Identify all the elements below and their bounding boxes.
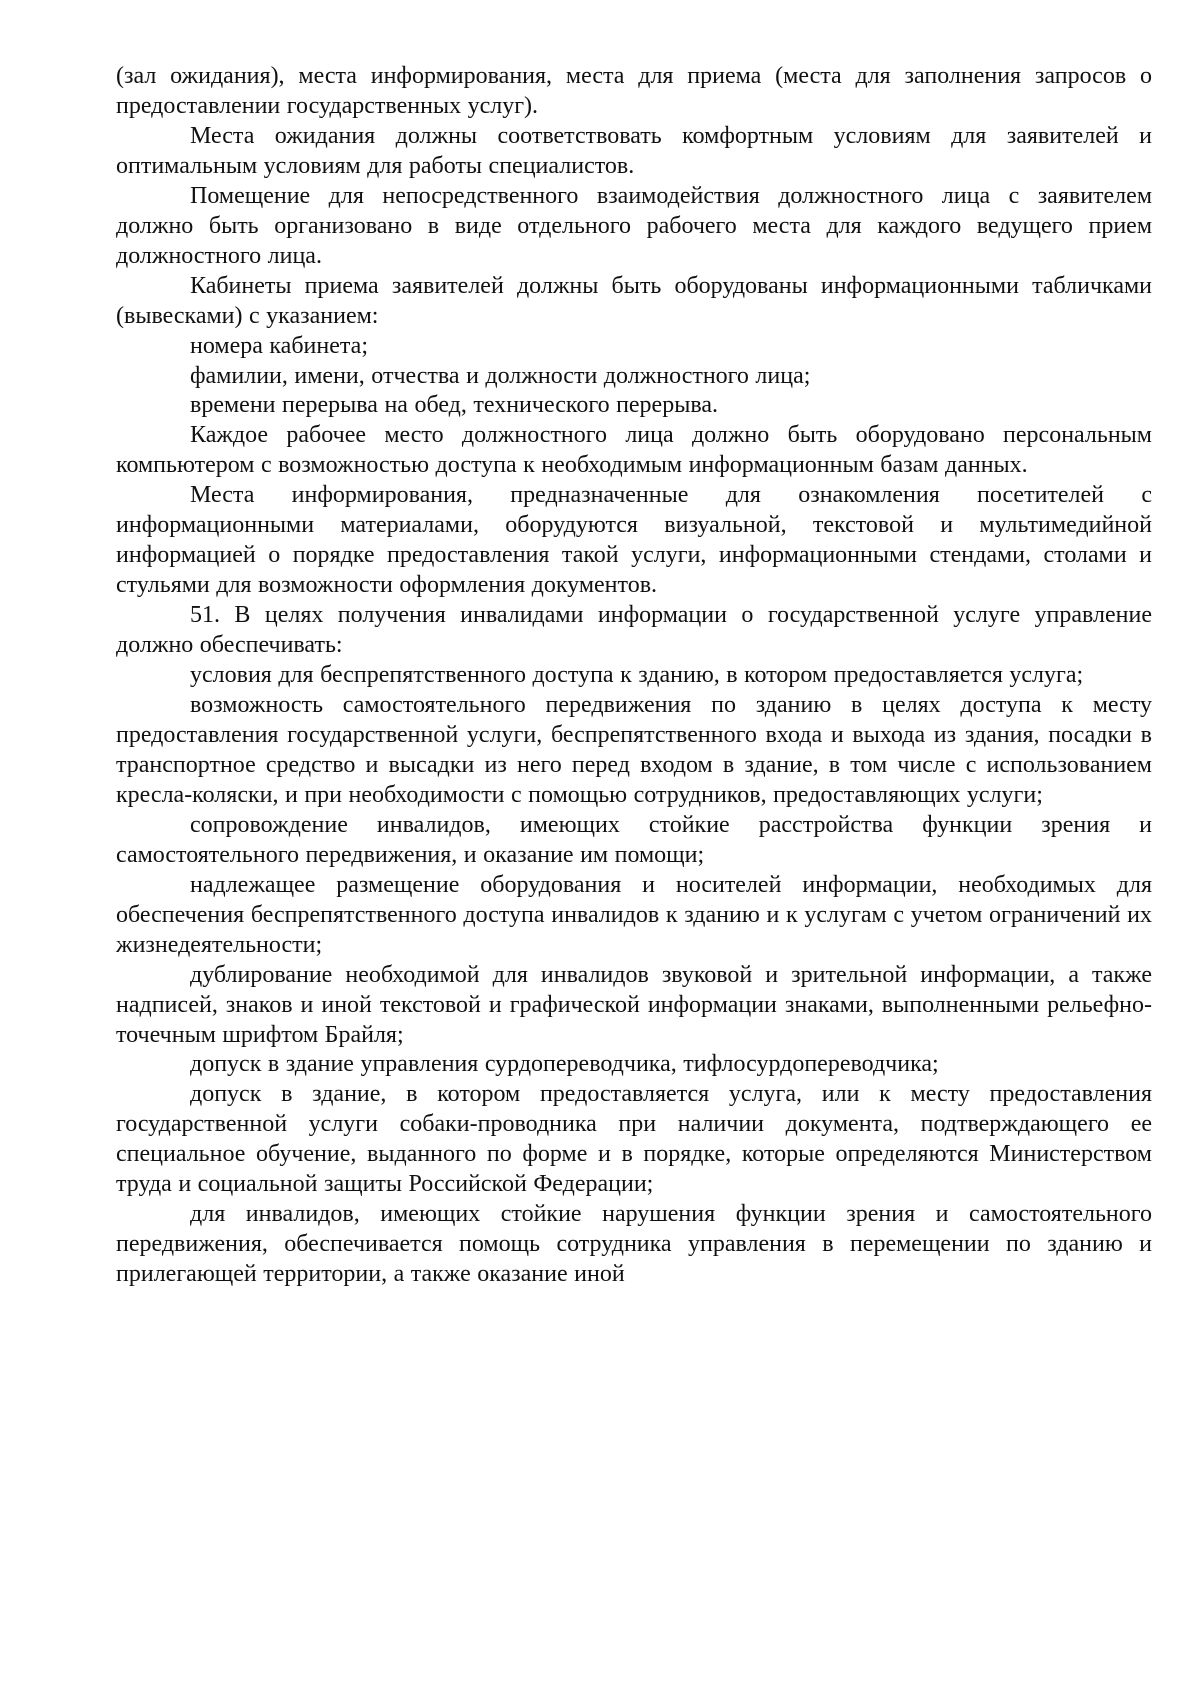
list-item-braille-duplication: дублирование необходимой для инвалидов звуковой и зрительной информации, а также надписей, знаков и иной текстовой и графической информации знаками, выполненными рельефно-точечным шрифтом Брайля; (116, 961, 1152, 1048)
paragraph-cabinet-signs: Кабинеты приема заявителей должны быть оборудованы информационными табличками (вывесками) с указанием: (116, 272, 1152, 329)
list-item-guide-dog-admission: допуск в здание, в котором предоставляется услуга, или к месту предоставления государственной услуги собаки-проводника при наличии документа, подтверждающего ее специальное обучение, выданного по форме и в порядке, которые определяются Министерством труда и социальной защиты Российской Федерации; (116, 1081, 1152, 1198)
paragraph-section-51: 51. В целях получения инвалидами информации о государственной услуге управление должно обеспечивать: (116, 602, 1152, 659)
list-item-equipment-placement: надлежащее размещение оборудования и носителей информации, необходимых для обеспечения беспрепятственного доступа инвалидов к зданию и к услугам с учетом ограничений их жизнедеятельности; (116, 871, 1152, 958)
list-item-escort: сопровождение инвалидов, имеющих стойкие расстройства функции зрения и самостоятельного передвижения, и оказание им помощи; (116, 811, 1152, 868)
list-item-cabinet-number: номера кабинета; (190, 332, 368, 359)
list-item-staff-assistance: для инвалидов, имеющих стойкие нарушения функции зрения и самостоятельного передвижения, обеспечивается помощь сотрудника управления в перемещении по зданию и прилегающей территории, а также оказание иной (116, 1201, 1152, 1288)
list-item-building-access: условия для беспрепятственного доступа к зданию, в котором предоставляется услуга; (190, 662, 1084, 689)
list-item-interpreter-admission: допуск в здание управления сурдопереводчика, тифлосурдопереводчика; (190, 1051, 939, 1078)
list-item-independent-movement: возможность самостоятельного передвижения по зданию в целях доступа к месту предоставления государственной услуги, беспрепятственного входа и выхода из здания, посадки в транспортное средство и высадки из него перед входом в здание, в том числе с использованием кресла-коляски, и при необходимости с помощью сотрудников, предоставляющих услуги; (116, 692, 1152, 808)
list-item-break-time: времени перерыва на обед, технического перерыва. (190, 392, 719, 419)
list-item-official-name: фамилии, имени, отчества и должности должностного лица; (190, 362, 811, 389)
paragraph-waiting-areas: Места ожидания должны соответствовать комфортным условиям для заявителей и оптимальным условиям для работы специалистов. (116, 122, 1152, 179)
paragraph-interaction-room: Помещение для непосредственного взаимодействия должностного лица с заявителем должно быть организовано в виде отдельного рабочего места для каждого ведущего прием должностного лица. (116, 182, 1152, 269)
document-page (116, 62, 1152, 1290)
paragraph-continuation: (зал ожидания), места информирования, места для приема (места для заполнения запросов о предоставлении государственных услуг). (116, 63, 1152, 119)
paragraph-information-places: Места информирования, предназначенные для ознакомления посетителей с информационными материалами, оборудуются визуальной, текстовой и мультимедийной информацией о порядке предоставления такой услуги, информационными стендами, столами и стульями для возможности оформления документов. (116, 482, 1152, 599)
paragraph-workplace-computer: Каждое рабочее место должностного лица должно быть оборудовано персональным компьютером с возможностью доступа к необходимым информационным базам данных. (116, 422, 1152, 479)
